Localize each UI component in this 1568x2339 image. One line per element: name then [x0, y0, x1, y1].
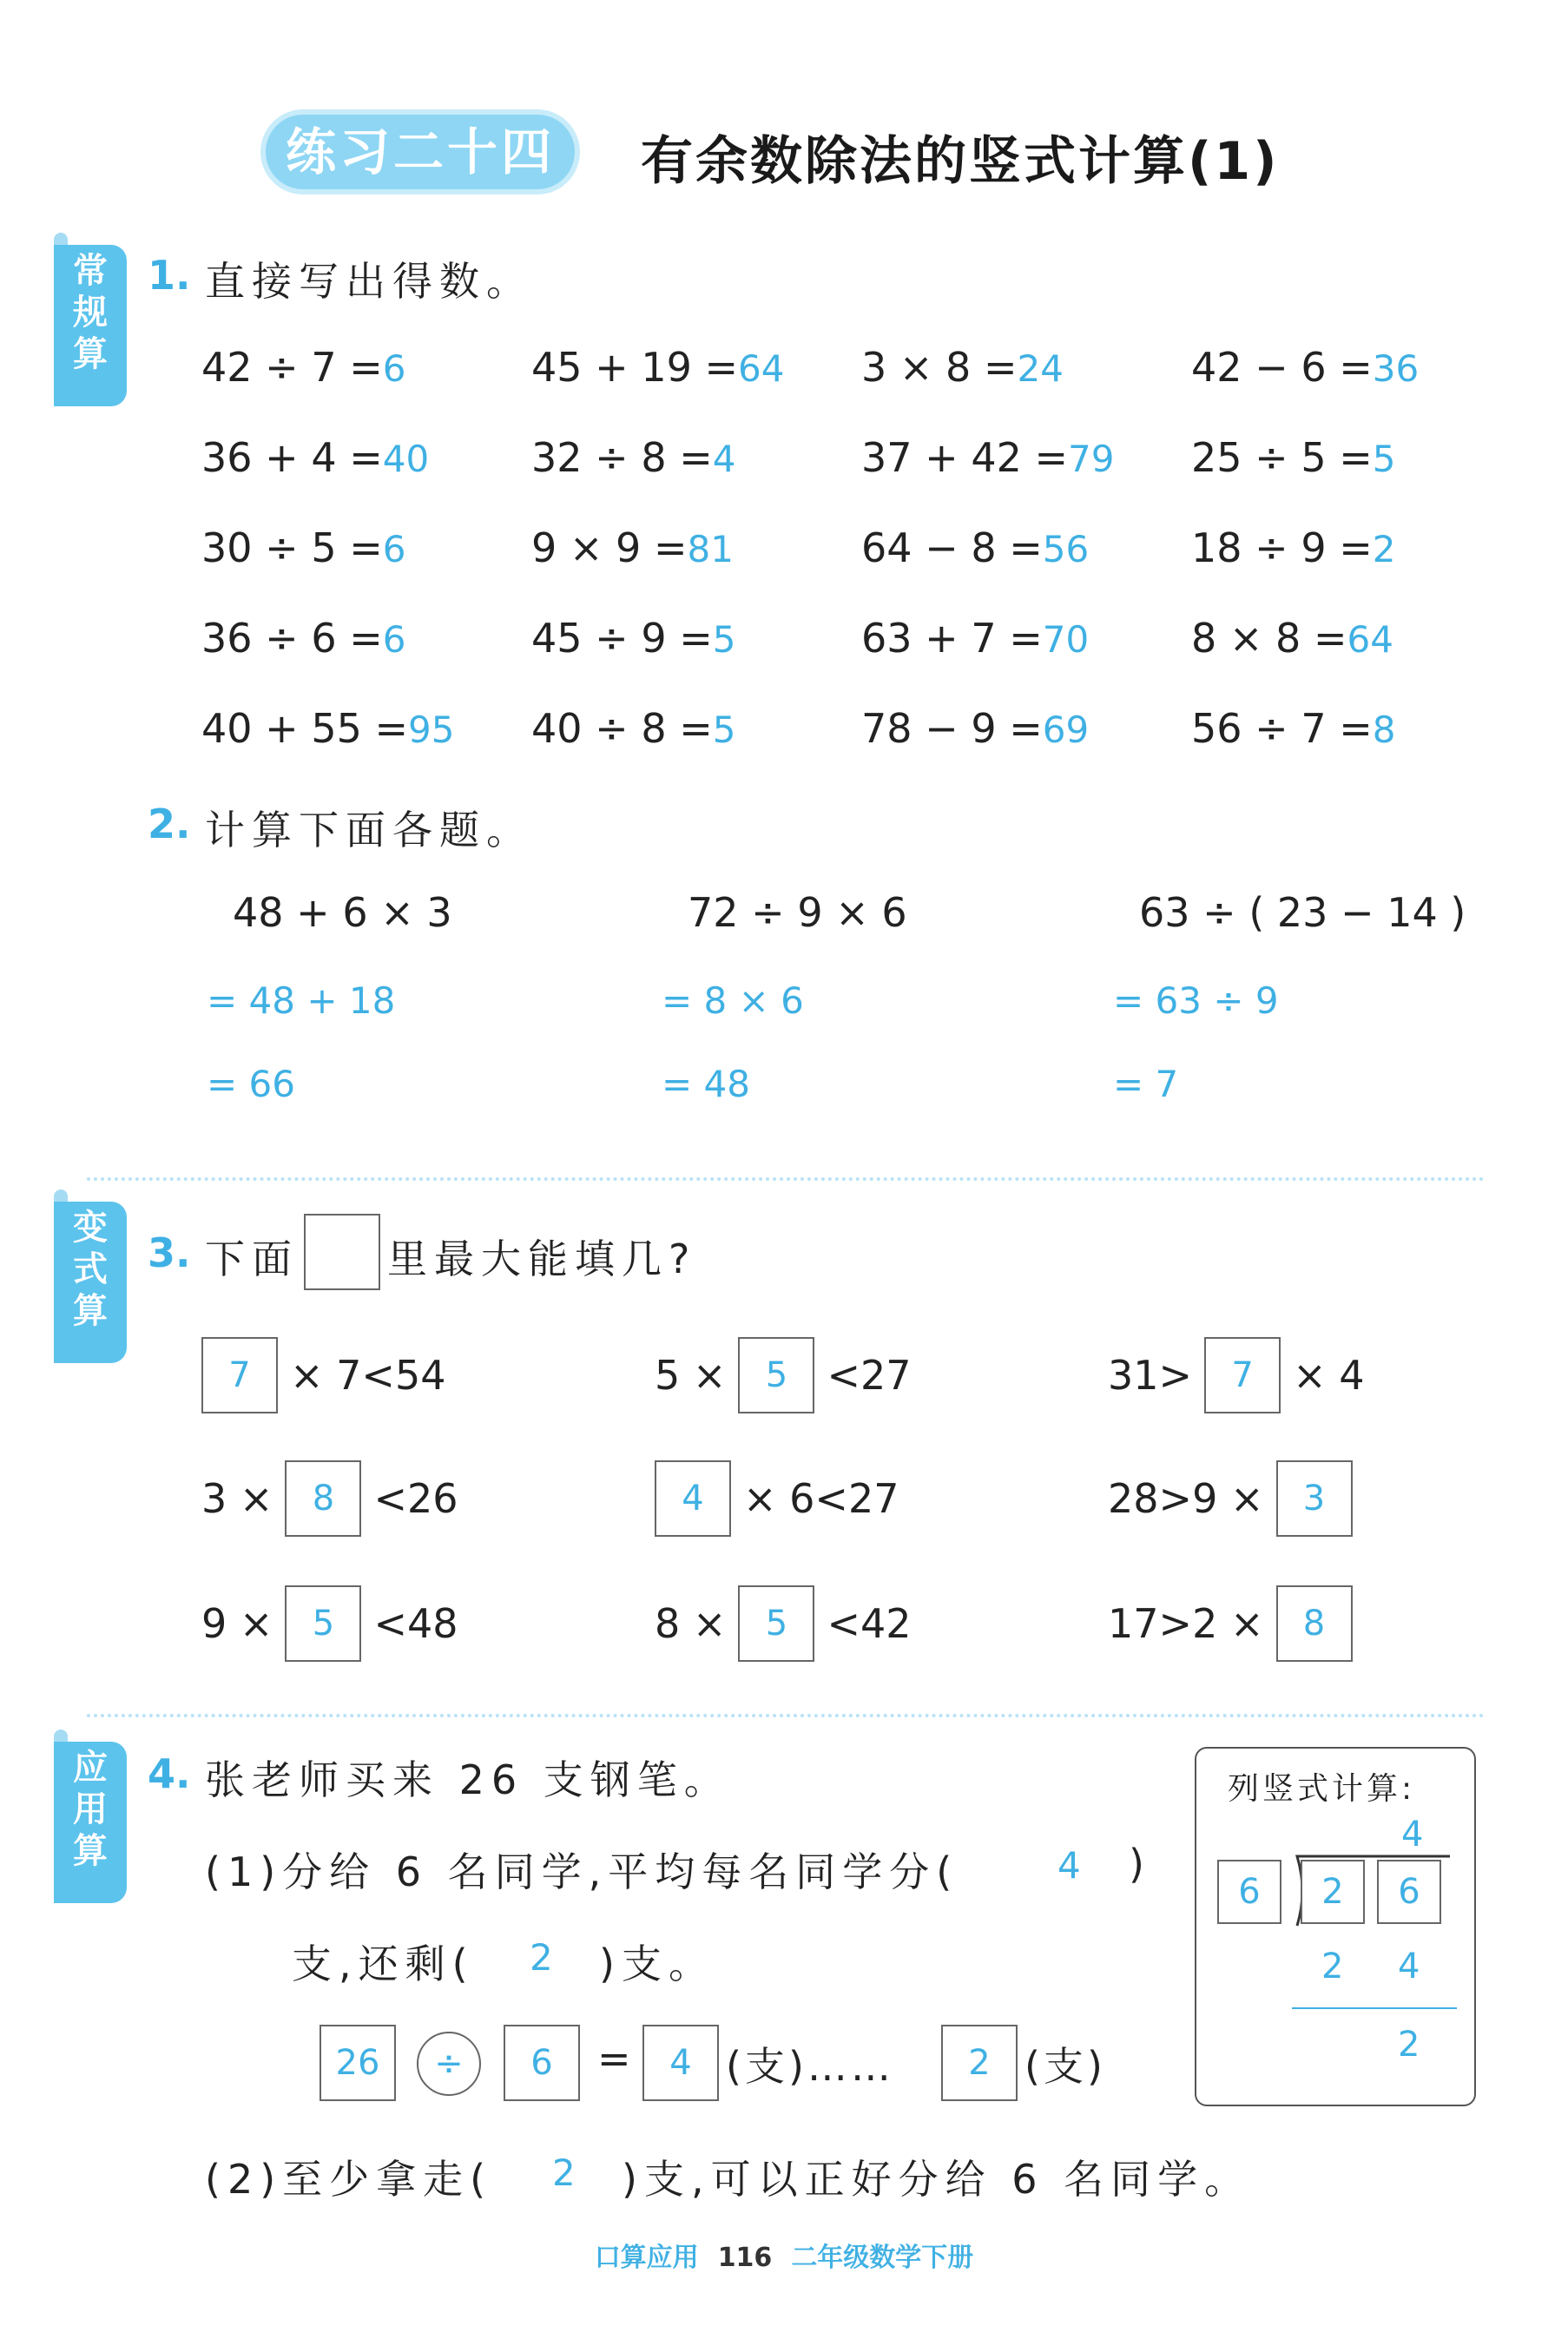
footer-grade: 二年级数学下册: [791, 2243, 974, 2273]
q1-expression: 36 + 4 =: [201, 434, 383, 481]
q1-item: [531, 615, 736, 662]
q1-answer: 81: [687, 528, 734, 570]
q1-item: [201, 524, 406, 571]
q1-answer: 4: [712, 438, 736, 480]
q2-instruction: 计算下面各题。: [205, 807, 533, 853]
q3-prefix: 17>2 ×: [1108, 1600, 1264, 1647]
q3-prefix: 28>9 ×: [1108, 1475, 1264, 1522]
q1-expression: 42 − 6 =: [1191, 344, 1373, 391]
page-number: 116: [717, 2243, 773, 2273]
q1-answer: 6: [382, 528, 406, 570]
q1-answer: 5: [712, 708, 736, 751]
q1-number: 1.: [148, 252, 191, 299]
q1-answer: 64: [1347, 618, 1393, 661]
q1-answer: 8: [1372, 708, 1396, 751]
q1-answer: 6: [382, 347, 406, 390]
q1-expression: 37 + 42 =: [861, 434, 1069, 481]
tag-variant: [54, 1202, 127, 1363]
q1-item: [1191, 524, 1396, 571]
tag-char: 变: [73, 1208, 108, 1248]
q3-prefix: 31>: [1108, 1352, 1193, 1399]
q4-part1-answer-remain: 2: [530, 1936, 553, 1979]
q4-part2-answer: 2: [552, 2151, 576, 2194]
q1-answer: 79: [1068, 438, 1115, 480]
tag-char: 用: [73, 1789, 108, 1829]
q1-answer: 64: [738, 347, 785, 390]
q3-item: [655, 1337, 912, 1413]
q2-problem-2-step1: = 8 × 6: [662, 979, 804, 1022]
eq-divisor-box: 6: [504, 2025, 580, 2101]
q1-expression: 32 ÷ 8 =: [531, 434, 713, 481]
q1-expression: 45 + 19 =: [531, 344, 739, 391]
tag-regular: [54, 245, 127, 406]
q3-instruction-b: 里最大能填几?: [387, 1235, 697, 1282]
q1-expression: 36 ÷ 6 =: [201, 615, 383, 662]
q1-answer: 36: [1372, 347, 1420, 390]
panel-remainder: 2: [1398, 2025, 1420, 2065]
q1-expression: 64 − 8 =: [861, 524, 1043, 571]
q3-answer-box: 5: [738, 1585, 814, 1662]
footer-book-name: 口算应用: [594, 2243, 699, 2273]
q1-item: [861, 434, 1114, 481]
q3-answer-box: 5: [285, 1585, 361, 1662]
tag-char: 算: [73, 1831, 108, 1871]
q1-item: [861, 344, 1064, 391]
q3-item: [1108, 1460, 1365, 1537]
q1-answer: 2: [1372, 528, 1396, 570]
eq-remainder-box: 2: [941, 2025, 1018, 2101]
eq-dividend-box: 26: [320, 2025, 396, 2101]
q1-expression: 30 ÷ 5 =: [201, 524, 383, 571]
q1-expression: 8 × 8 =: [1191, 615, 1347, 662]
eq-operator-circle: ÷: [417, 2032, 481, 2096]
q1-expression: 63 + 7 =: [861, 615, 1043, 662]
q2-problem-2: 72 ÷ 9 × 6: [688, 889, 907, 936]
q1-item: [1191, 344, 1419, 391]
q3-answer-box: 7: [1204, 1337, 1281, 1413]
q1-answer: 95: [408, 708, 455, 751]
q1-expression: 45 ÷ 9 =: [531, 615, 713, 662]
q3-item: [1108, 1585, 1365, 1662]
q3-instruction-a: 下面: [205, 1235, 299, 1282]
q1-answer: 70: [1042, 618, 1090, 661]
q1-expression: 18 ÷ 9 =: [1191, 524, 1373, 571]
q3-number: 3.: [148, 1229, 191, 1276]
tag-application: [54, 1742, 127, 1903]
q3-item: [1108, 1337, 1365, 1413]
q3-answer-box: 3: [1276, 1460, 1353, 1537]
q3-prefix: 3 ×: [201, 1475, 273, 1522]
q3-answer-box: 7: [201, 1337, 278, 1413]
q3-suffix: <42: [827, 1600, 912, 1647]
tag-char: 式: [73, 1249, 108, 1289]
q3-item: [201, 1460, 458, 1537]
panel-dividend-ones-box: 6: [1377, 1860, 1441, 1924]
q1-instruction: 直接写出得数。: [205, 258, 533, 305]
q1-item: [1191, 434, 1396, 481]
eq-equals: =: [597, 2035, 631, 2082]
exercise-badge-text: 练习二十四: [285, 122, 555, 181]
panel-product-ones: 4: [1398, 1947, 1420, 1987]
q3-suffix: × 6<27: [743, 1475, 899, 1522]
eq-quotient-box: 4: [642, 2025, 719, 2101]
q2-problem-3: 63 ÷ ( 23 − 14 ): [1139, 889, 1466, 936]
q4-number: 4.: [148, 1750, 191, 1797]
q3-item: [655, 1460, 899, 1537]
q1-item: [201, 705, 454, 752]
q1-expression: 56 ÷ 7 =: [1191, 705, 1373, 752]
q1-expression: 40 ÷ 8 =: [531, 705, 713, 752]
q3-item: [201, 1337, 446, 1413]
q3-prefix: 5 ×: [655, 1352, 727, 1399]
q3-suffix: × 7<54: [290, 1352, 446, 1399]
tag-char: 应: [73, 1748, 108, 1788]
q1-answer: 6: [382, 618, 406, 661]
eq-unit-1: (支)……: [726, 2043, 894, 2090]
q1-answer: 56: [1042, 528, 1090, 570]
eq-unit-2: (支): [1024, 2043, 1106, 2090]
q1-item: [861, 615, 1089, 662]
q1-answer: 5: [1372, 438, 1396, 480]
panel-divisor-box: 6: [1217, 1860, 1281, 1924]
q1-item: [201, 344, 406, 391]
panel-subtraction-line: [1292, 2007, 1457, 2009]
tag-char: 常: [73, 251, 108, 291]
q1-item: [1191, 705, 1396, 752]
q1-expression: 42 ÷ 7 =: [201, 344, 383, 391]
q1-expression: 78 − 9 =: [861, 705, 1043, 752]
q4-part1-text-b: ): [1129, 1841, 1151, 1888]
q1-item: [531, 434, 736, 481]
q1-expression: 3 × 8 =: [861, 344, 1018, 391]
q4-part2-text-b: )支,可以正好分给 6 名同学。: [622, 2156, 1252, 2203]
section-divider: [87, 1177, 1485, 1181]
q4-part1-text-c: 支,还剩(: [292, 1940, 475, 1987]
q1-item: [531, 524, 734, 571]
q4-part1-text-d: )支。: [599, 1940, 715, 1987]
q3-item: [201, 1585, 458, 1662]
q2-number: 2.: [148, 801, 191, 847]
q1-item: [861, 524, 1089, 571]
q4-part1-text-a: (1)分给 6 名同学,平均每名同学分(: [205, 1848, 959, 1895]
q3-answer-box: 8: [285, 1460, 361, 1537]
q3-suffix: <27: [827, 1352, 912, 1399]
q1-answer: 24: [1017, 347, 1064, 390]
q1-item: [1191, 615, 1393, 662]
panel-product-tens: 2: [1321, 1947, 1344, 1987]
q2-problem-3-step2: = 7: [1113, 1063, 1179, 1105]
q4-part2-text-a: (2)至少拿走(: [205, 2156, 493, 2203]
q1-answer: 69: [1042, 708, 1090, 751]
q3-answer-box: 4: [655, 1460, 731, 1537]
section-divider: [87, 1714, 1485, 1717]
q1-expression: 25 ÷ 5 =: [1191, 434, 1373, 481]
q1-item: [531, 344, 784, 391]
q2-problem-1: 48 + 6 × 3: [233, 889, 452, 936]
q3-suffix: <48: [373, 1600, 458, 1647]
q1-answer: 5: [712, 618, 736, 661]
q1-item: [861, 705, 1089, 752]
q1-answer: 40: [382, 438, 430, 480]
tag-char: 算: [73, 334, 108, 374]
q3-suffix: <26: [373, 1475, 458, 1522]
panel-dividend-tens-box: 2: [1301, 1860, 1365, 1924]
q1-item: [531, 705, 736, 752]
exercise-badge: [266, 115, 575, 189]
q3-answer-box: 5: [738, 1337, 814, 1413]
q3-prefix: 8 ×: [655, 1600, 727, 1647]
blank-square-icon: [304, 1214, 380, 1290]
vertical-division-panel: [1195, 1747, 1476, 2106]
q2-problem-2-step2: = 48: [662, 1063, 750, 1105]
q3-suffix: × 4: [1293, 1352, 1365, 1399]
page-footer: [0, 2236, 1568, 2274]
q1-item: [201, 434, 429, 481]
q1-item: [201, 615, 406, 662]
q4-stem: 张老师买来 26 支钢笔。: [205, 1756, 731, 1803]
panel-title: 列竖式计算:: [1228, 1771, 1416, 1807]
tag-char: 算: [73, 1291, 108, 1331]
q4-part1-answer-each: 4: [1057, 1844, 1081, 1887]
q3-answer-box: 8: [1276, 1585, 1353, 1662]
q3-item: [655, 1585, 912, 1662]
page-title: 有余数除法的竖式计算(1): [641, 131, 1280, 192]
q1-expression: 9 × 9 =: [531, 524, 688, 571]
panel-quotient: 4: [1401, 1815, 1424, 1855]
q2-problem-1-step2: = 66: [207, 1063, 295, 1105]
q2-problem-3-step1: = 63 ÷ 9: [1113, 979, 1279, 1022]
q3-prefix: 9 ×: [201, 1600, 273, 1647]
q2-problem-1-step1: = 48 + 18: [207, 979, 396, 1022]
q1-expression: 40 + 55 =: [201, 705, 409, 752]
tag-char: 规: [73, 293, 108, 333]
